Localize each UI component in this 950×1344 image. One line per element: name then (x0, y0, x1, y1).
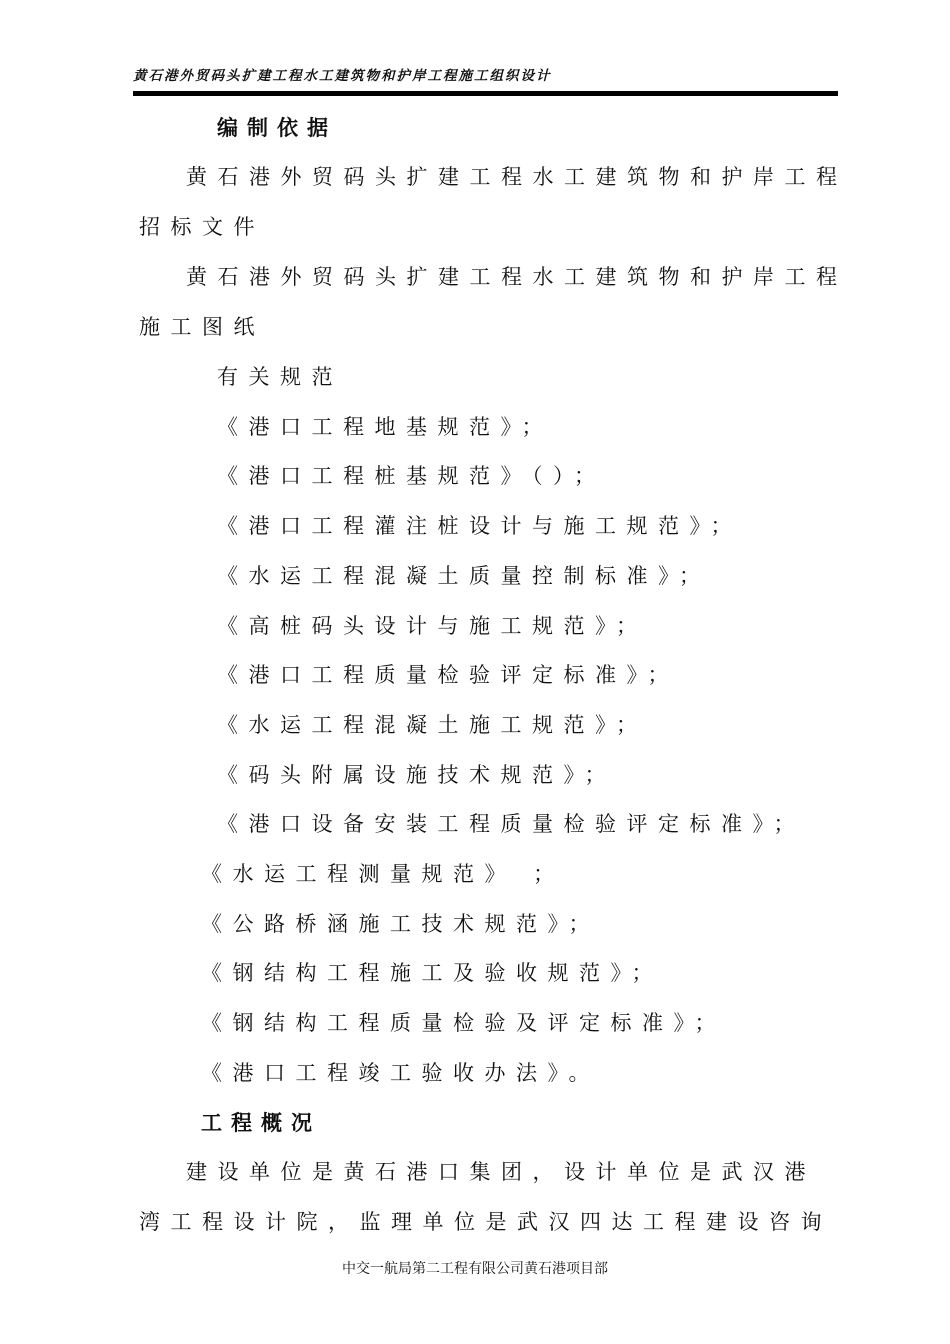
text-line: 《港口设备安装工程质量检验评定标准》； (217, 812, 805, 836)
text-line: 《钢结构工程施工及验收规范》； (201, 961, 663, 985)
header-rule (133, 91, 838, 96)
text-line: 《水运工程混凝土施工规范》； (217, 713, 648, 737)
text-line: 《港口工程地基规范》； (217, 415, 553, 439)
text-line: 有关规范 (217, 365, 343, 389)
text-line: 《钢结构工程质量检验及评定标准》； (201, 1011, 726, 1035)
text-line: 黄石港外贸码头扩建工程水工建筑物和护岸工程 (186, 265, 848, 289)
text-line: 《港口工程竣工验收办法》。 (201, 1061, 600, 1085)
page-header: 黄石港外贸码头扩建工程水工建筑物和护岸工程施工组织设计 (133, 68, 552, 84)
section-heading: 编制依据 (217, 115, 337, 140)
text-line: 施工图纸 (139, 315, 265, 339)
text-line: 《水运工程测量规范》 ； (201, 862, 565, 886)
text-line: 黄石港外贸码头扩建工程水工建筑物和护岸工程 (186, 165, 848, 189)
text-line: 《公路桥涵施工技术规范》； (201, 912, 600, 936)
text-line: 湾工程设计院，监理单位是武汉四达工程建设咨询 (139, 1210, 832, 1234)
page-footer: 中交一航局第二工程有限公司黄石港项目部 (342, 1261, 608, 1277)
text-line: 《港口工程桩基规范》（）； (217, 464, 606, 488)
text-line: 《高桩码头设计与施工规范》； (217, 614, 648, 638)
text-line: 《港口工程质量检验评定标准》； (217, 663, 679, 687)
text-line: 招标文件 (139, 215, 265, 239)
text-line: 《码头附属设施技术规范》； (217, 763, 616, 787)
section-heading: 工程概况 (201, 1110, 321, 1135)
text-line: 《水运工程混凝土质量控制标准》； (217, 564, 711, 588)
text-line: 建设单位是黄石港口集团，设计单位是武汉港 (186, 1160, 816, 1184)
text-line: 《港口工程灌注桩设计与施工规范》； (217, 514, 742, 538)
